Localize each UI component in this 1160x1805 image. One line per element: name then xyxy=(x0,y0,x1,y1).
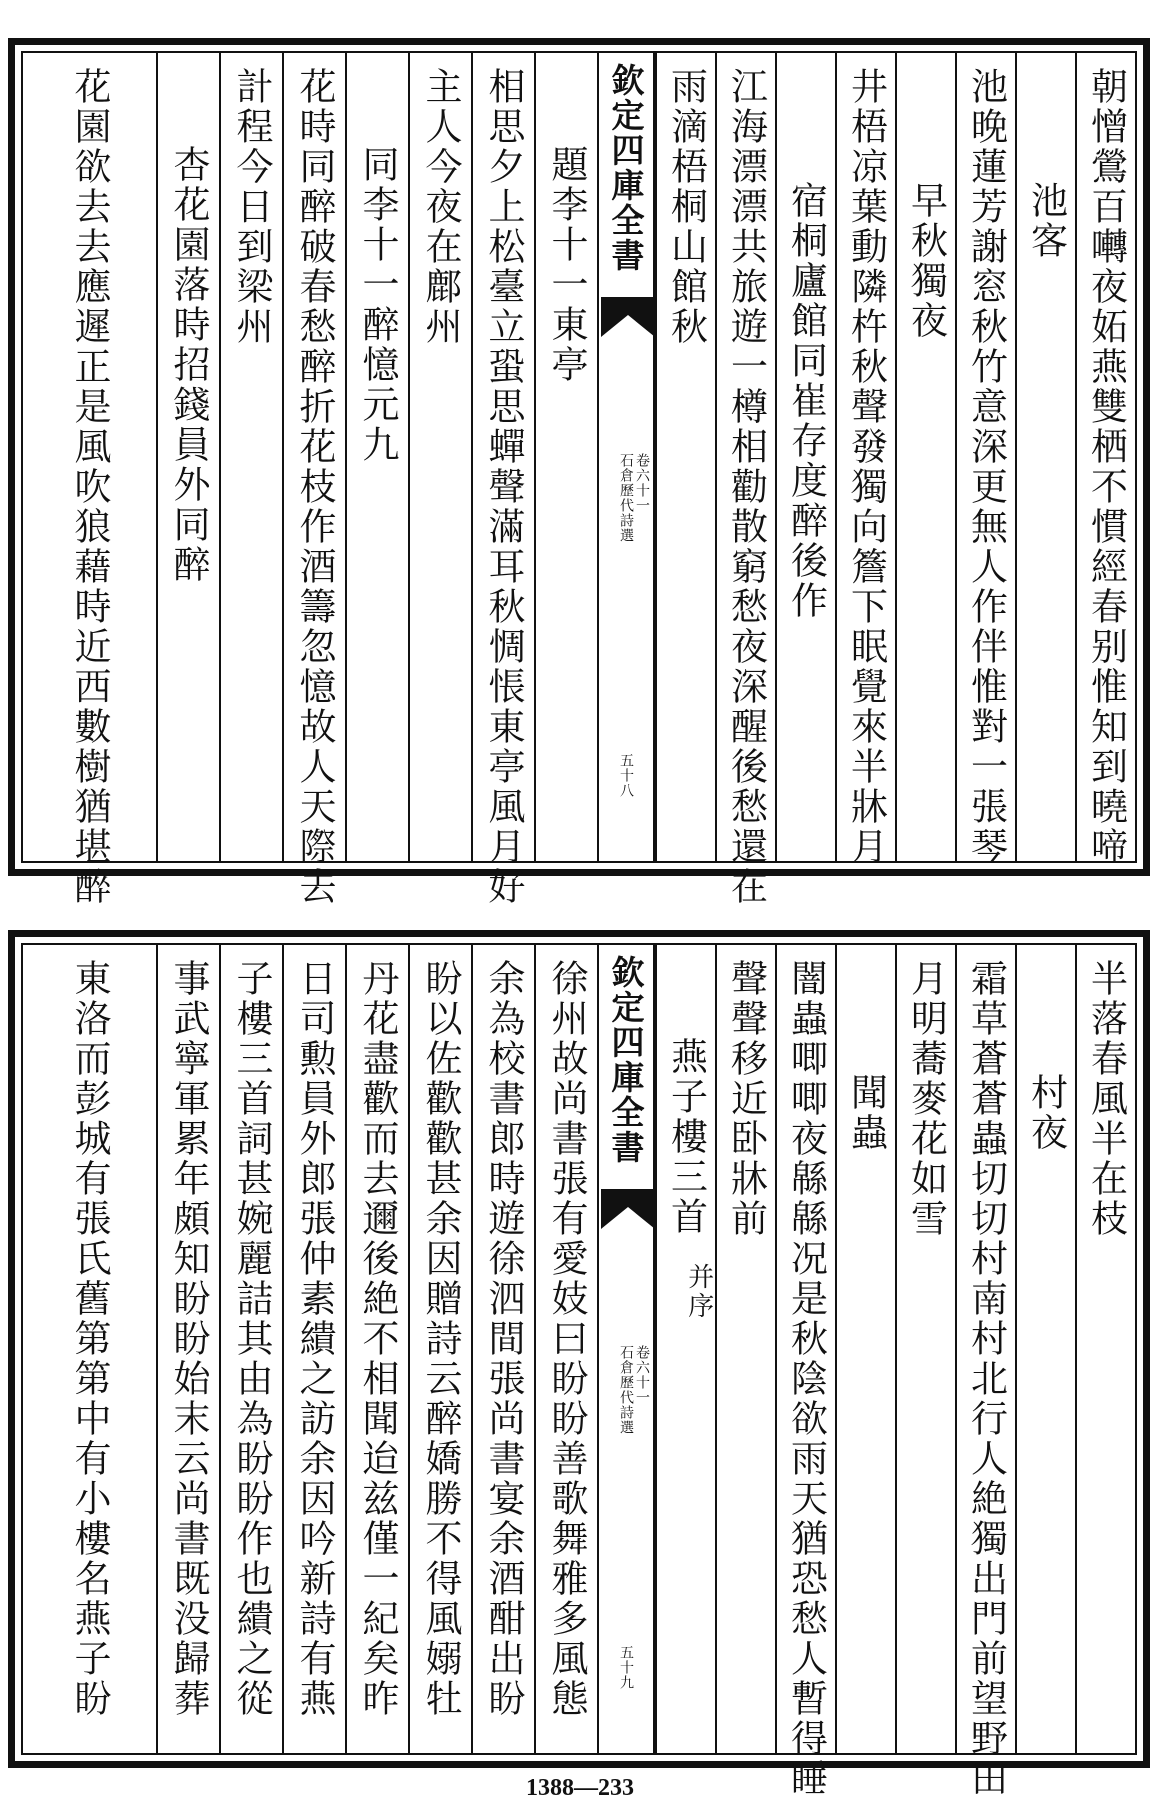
column xyxy=(534,53,597,861)
verse-line: 相思夕上松臺立蛩思蟬聲滿耳秋惆悵東亭風月好 xyxy=(482,67,525,907)
preface-line: 丹花盡歡而去邇後絶不相聞迨兹僅一紀矣昨 xyxy=(356,959,399,1719)
column xyxy=(282,53,345,907)
verse-line: 聲聲移近卧牀前 xyxy=(724,959,768,1239)
column xyxy=(775,945,835,1799)
column xyxy=(715,53,775,907)
column xyxy=(1015,53,1075,861)
preface-note: 并序 xyxy=(683,1263,714,1321)
verse-line: 闇蟲唧唧夜緜緜况是秋陰欲雨天猶恐愁人暫得睡 xyxy=(784,959,828,1799)
center-fold-column xyxy=(597,945,655,1753)
page-number-footer: 1388—233 xyxy=(526,1775,634,1801)
top-page-frame xyxy=(21,51,1137,907)
leaf-number: 五十八 xyxy=(618,753,634,798)
column xyxy=(895,53,955,861)
center-fold-column xyxy=(597,53,655,861)
preface-line: 徐州故尚書張有愛妓曰盼盼善歌舞雅多風態 xyxy=(545,959,588,1719)
column xyxy=(955,945,1015,1799)
column xyxy=(655,945,715,1753)
poem-title: 燕子樓三首 xyxy=(664,1037,708,1237)
column xyxy=(835,53,895,867)
column xyxy=(408,53,471,861)
column xyxy=(282,945,345,1753)
preface-line: 事武寧軍累年頗知盼盼始末云尚書既没歸葬 xyxy=(167,959,210,1719)
leaf-number: 五十九 xyxy=(618,1645,634,1690)
preface-line: 子樓三首詞甚婉麗詰其由為盼盼作也繢之從 xyxy=(230,959,273,1719)
column xyxy=(219,53,282,861)
column xyxy=(1015,945,1075,1753)
poem-title: 池客 xyxy=(1024,181,1068,261)
verse-line: 池晚蓮芳謝窓秋竹意深更無人作伴惟對一張琴 xyxy=(964,67,1008,867)
poem-title: 題李十一東亭 xyxy=(545,145,588,385)
book-name: 石倉歷代詩選 xyxy=(618,1345,634,1435)
column xyxy=(156,53,219,861)
top-columns xyxy=(23,53,1135,907)
column xyxy=(534,945,597,1753)
column xyxy=(1075,945,1135,1753)
verse-line: 半落春風半在枝 xyxy=(1084,959,1128,1239)
column xyxy=(23,945,156,1753)
preface-line: 日司勲員外郎張仲素繢之訪余因吟新詩有燕 xyxy=(293,959,336,1719)
fishtail-mark xyxy=(601,1189,655,1249)
verse-line: 計程今日到梁州 xyxy=(230,67,273,347)
verse-line: 主人今夜在鄜州 xyxy=(419,67,462,347)
column xyxy=(23,53,156,907)
column xyxy=(715,945,775,1753)
column xyxy=(775,53,835,861)
verse-line: 雨滴梧桐山館秋 xyxy=(664,67,708,347)
column xyxy=(156,945,219,1753)
volume-number: 卷六十一 xyxy=(634,453,650,513)
poem-title: 聞蟲 xyxy=(844,1073,888,1153)
fishtail-mark xyxy=(601,297,655,357)
verse-line: 花時同醉破春愁醉折花枝作酒籌忽憶故人天際去 xyxy=(293,67,336,907)
preface-line: 余為校書郎時遊徐泗間張尚書宴余酒酣出盼 xyxy=(482,959,525,1719)
preface-line: 東洛而彭城有張氏舊第第中有小樓名燕子盼 xyxy=(68,959,111,1719)
column xyxy=(471,53,534,907)
preface-line: 盼以佐歡歡甚余因贈詩云醉嬌勝不得風嫋牡 xyxy=(419,959,462,1719)
column xyxy=(895,945,955,1753)
column xyxy=(655,53,715,861)
column xyxy=(835,945,895,1753)
column xyxy=(345,945,408,1753)
verse-line: 霜草蒼蒼蟲切切村南村北行人絶獨出門前望野田 xyxy=(964,959,1008,1799)
column xyxy=(955,53,1015,867)
column xyxy=(471,945,534,1753)
top-page xyxy=(8,38,1150,907)
verse-line: 花園欲去去應遲正是風吹狼藉時近西數樹猶堪醉 xyxy=(68,67,111,907)
book-series-title: 欽定四庫全書 xyxy=(606,63,646,273)
column xyxy=(1075,53,1135,867)
poem-title: 杏花園落時招錢員外同醉 xyxy=(167,145,210,585)
verse-line: 月明蕎麥花如雪 xyxy=(904,959,948,1239)
book-series-title: 欽定四庫全書 xyxy=(606,955,646,1165)
poem-title: 宿桐廬館同崔存度醉後作 xyxy=(784,181,828,621)
column xyxy=(219,945,282,1753)
column xyxy=(345,53,408,861)
book-name: 石倉歷代詩選 xyxy=(618,453,634,543)
poem-title: 早秋獨夜 xyxy=(904,181,948,341)
verse-line: 井梧凉葉動隣杵秋聲發獨向簷下眠覺來半牀月 xyxy=(844,67,888,867)
verse-line: 江海漂漂共旅遊一樽相勸散窮愁夜深醒後愁還在 xyxy=(724,67,768,907)
poem-title: 同李十一醉憶元九 xyxy=(356,145,399,465)
column xyxy=(408,945,471,1753)
poem-title: 村夜 xyxy=(1024,1073,1068,1153)
verse-line: 朝憎鶯百囀夜妬燕雙栖不慣經春别惟知到曉啼 xyxy=(1084,67,1128,867)
volume-number: 卷六十一 xyxy=(634,1345,650,1405)
